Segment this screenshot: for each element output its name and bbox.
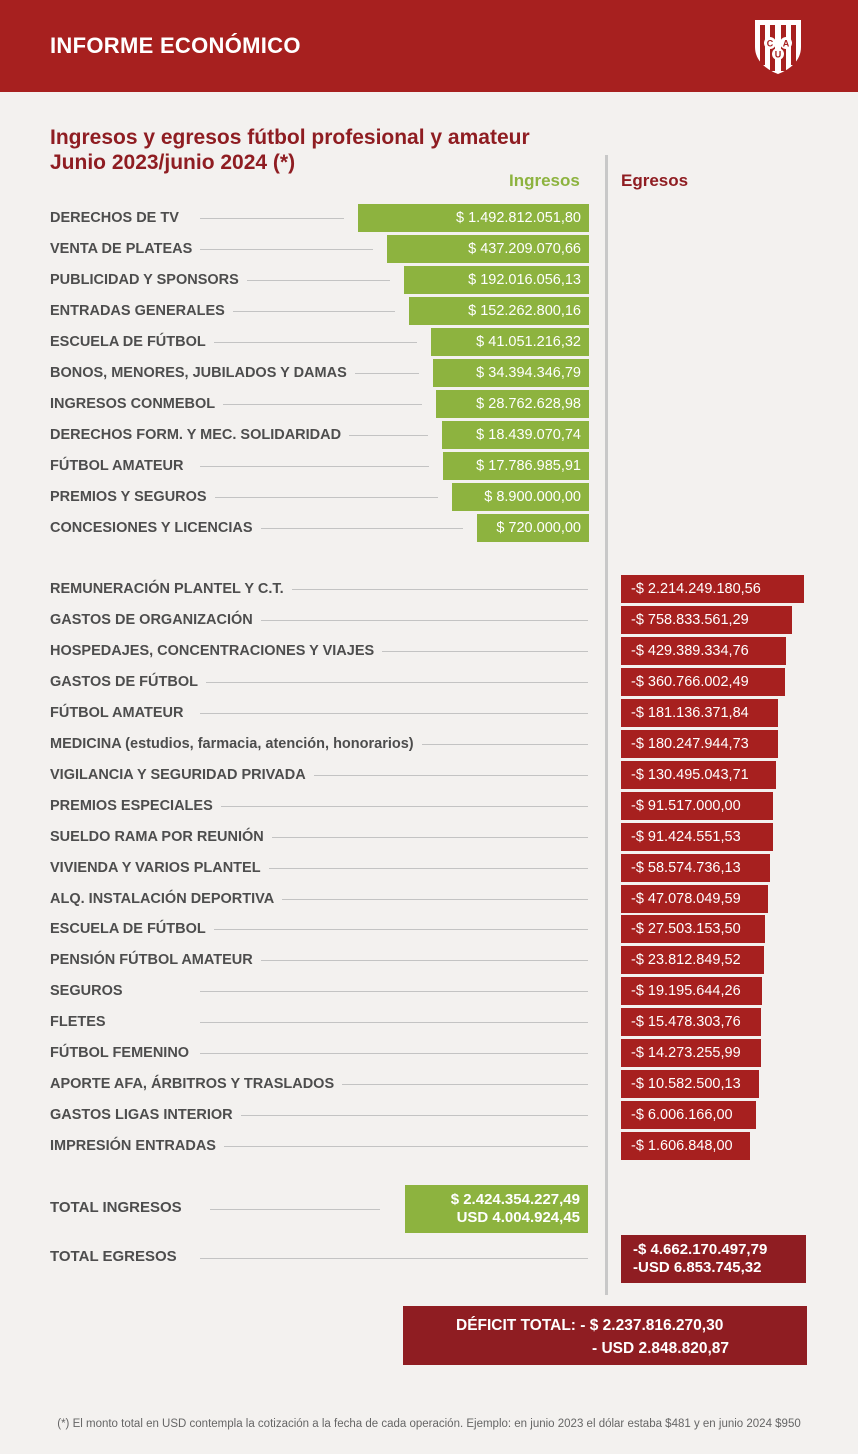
ingresos-bar: $ 8.900.000,00 [452,483,589,511]
ingresos-leader-line [200,404,422,405]
egresos-label: REMUNERACIÓN PLANTEL Y C.T. [50,580,292,598]
chart-title-line-1: Ingresos y egresos fútbol profesional y amateur [50,126,530,149]
egresos-label: SUELDO RAMA POR REUNIÓN [50,828,272,846]
deficit-box [403,1306,807,1365]
egresos-label: IMPRESIÓN ENTRADAS [50,1137,224,1155]
total-ingresos-label: TOTAL INGRESOS [50,1199,190,1216]
crest-letter-c: C [766,38,774,49]
egresos-bar: -$ 19.195.644,26 [621,977,762,1005]
deficit-usd: - USD 2.848.820,87 [592,1340,730,1357]
ingresos-label: DERECHOS DE TV [50,209,187,227]
egresos-bar: -$ 758.833.561,29 [621,606,792,634]
header-banner [0,0,858,92]
egresos-label: MEDICINA (estudios, farmacia, atención, honorarios) [50,735,422,753]
egresos-label: PENSIÓN FÚTBOL AMATEUR [50,951,261,969]
ingresos-leader-line [200,342,417,343]
egresos-bar: -$ 14.273.255,99 [621,1039,761,1067]
egresos-bar: -$ 47.078.049,59 [621,885,768,913]
egresos-leader-line [200,682,588,683]
ingresos-label: DERECHOS FORM. Y MEC. SOLIDARIDAD [50,426,349,444]
egresos-bar: -$ 10.582.500,13 [621,1070,759,1098]
chart-title [50,125,530,175]
deficit-ars: DÉFICIT TOTAL: - $ 2.237.816.270,30 [456,1317,724,1334]
header-title: INFORME ECONÓMICO [50,33,301,58]
center-divider [605,155,608,1295]
ingresos-label: VENTA DE PLATEAS [50,240,200,258]
egresos-label: APORTE AFA, ÁRBITROS Y TRASLADOS [50,1075,342,1093]
egresos-bar: -$ 15.478.303,76 [621,1008,761,1036]
ingresos-bar: $ 28.762.628,98 [436,390,589,418]
egresos-label: PREMIOS ESPECIALES [50,797,221,815]
ingresos-bar: $ 192.016.056,13 [404,266,589,294]
total-ingresos-ars: $ 2.424.354.227,49 [450,1191,580,1208]
egresos-bar: -$ 91.517.000,00 [621,792,773,820]
ingresos-leader-line [200,249,373,250]
egresos-bar: -$ 58.574.736,13 [621,854,770,882]
egresos-bar: -$ 429.389.334,76 [621,637,786,665]
egresos-leader-line [200,1146,588,1147]
egresos-leader-line [200,713,588,714]
egresos-bar: -$ 23.812.849,52 [621,946,764,974]
ingresos-leader-line [200,218,344,219]
egresos-leader-line [200,1115,588,1116]
ingresos-leader-line [200,497,438,498]
egresos-bar: -$ 91.424.551,53 [621,823,773,851]
egresos-bar: -$ 360.766.002,49 [621,668,785,696]
egresos-leader-line [200,806,588,807]
total-egresos-usd: -USD 6.853.745,32 [633,1259,762,1276]
egresos-label: FÚTBOL AMATEUR [50,704,191,722]
ingresos-column-header: Ingresos [509,171,580,190]
egresos-leader-line [200,991,588,992]
ingresos-bar: $ 41.051.216,32 [431,328,589,356]
ingresos-bar: $ 437.209.070,66 [387,235,589,263]
ingresos-label: ENTRADAS GENERALES [50,302,233,320]
total-ingresos-usd: USD 4.004.924,45 [456,1209,580,1226]
egresos-label: VIGILANCIA Y SEGURIDAD PRIVADA [50,766,314,784]
egresos-leader-line [200,929,588,930]
egresos-leader-line [200,1022,588,1023]
egresos-bar: -$ 6.006.166,00 [621,1101,756,1129]
total-ingresos-leader [210,1209,380,1210]
egresos-bar: -$ 27.503.153,50 [621,915,765,943]
crest-letter-u: U [774,49,782,60]
total-egresos-leader [200,1258,588,1259]
egresos-bar: -$ 2.214.249.180,56 [621,575,804,603]
ingresos-bar: $ 18.439.070,74 [442,421,589,449]
egresos-bar: -$ 1.606.848,00 [621,1132,750,1160]
ingresos-label: INGRESOS CONMEBOL [50,395,223,413]
ingresos-bar: $ 1.492.812.051,80 [358,204,589,232]
ingresos-bar: $ 34.394.346,79 [433,359,589,387]
ingresos-label: FÚTBOL AMATEUR [50,457,191,475]
ingresos-label: BONOS, MENORES, JUBILADOS Y DAMAS [50,364,355,382]
egresos-leader-line [200,1053,588,1054]
ingresos-label: ESCUELA DE FÚTBOL [50,333,214,351]
egresos-label: HOSPEDAJES, CONCENTRACIONES Y VIAJES [50,642,382,660]
ingresos-label: PREMIOS Y SEGUROS [50,488,215,506]
ingresos-label: CONCESIONES Y LICENCIAS [50,519,261,537]
egresos-label: GASTOS DE ORGANIZACIÓN [50,611,261,629]
egresos-label: GASTOS DE FÚTBOL [50,673,206,691]
egresos-column-header: Egresos [621,171,689,190]
ingresos-leader-line [200,466,429,467]
total-ingresos-box [405,1185,588,1233]
egresos-label: SEGUROS [50,982,131,1000]
total-egresos-ars: -$ 4.662.170.497,79 [633,1241,768,1258]
egresos-bar: -$ 130.495.043,71 [621,761,776,789]
total-egresos-label: TOTAL EGRESOS [50,1248,185,1265]
club-crest-icon [752,17,804,75]
ingresos-bar: $ 17.786.985,91 [443,452,589,480]
ingresos-label: PUBLICIDAD Y SPONSORS [50,271,247,289]
egresos-label: ESCUELA DE FÚTBOL [50,920,214,938]
egresos-label: VIVIENDA Y VARIOS PLANTEL [50,859,269,877]
crest-letter-a: A [782,38,790,49]
egresos-label: ALQ. INSTALACIÓN DEPORTIVA [50,890,282,908]
footnote: (*) El monto total en USD contempla la cotización a la fecha de cada operación. Ejemplo: en junio 2023 el dólar estaba $481 y en junio 2024 $950 [57,1418,801,1430]
ingresos-bar: $ 152.262.800,16 [409,297,589,325]
egresos-bar: -$ 181.136.371,84 [621,699,778,727]
chart-title-line-2: Junio 2023/junio 2024 (*) [50,151,296,174]
egresos-label: FÚTBOL FEMENINO [50,1044,197,1062]
egresos-label: GASTOS LIGAS INTERIOR [50,1106,241,1124]
ingresos-bar: $ 720.000,00 [477,514,589,542]
egresos-bar: -$ 180.247.944,73 [621,730,778,758]
egresos-label: FLETES [50,1013,114,1031]
total-egresos-box [621,1235,806,1283]
